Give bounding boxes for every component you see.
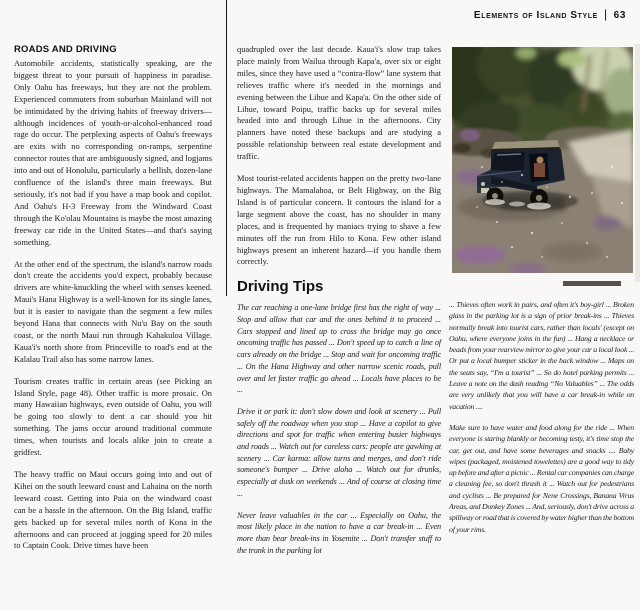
section-heading-driving-tips: Driving Tips [237,278,324,296]
section-heading-roads-and-driving: ROADS AND DRIVING [14,44,117,55]
paragraph-col2-1: quadrupled over the last decade. Kaua'i's slow trap takes place mainly from Wailua through Kapa'a, over six or eight miles, since they have used a “contra-flow” lane system that relieves traffic where it's needed in the mornings and evening between the Lihue and Kapa'a. On the other side of Lihue, toward Poipu, traffic backs up for several miles headed into and through Lihue in the afternoons. City planners have noted these backups and are studying a possible relationship between real estate development and traffic. [237,45,441,162]
jeep-stream-photo [452,47,633,273]
paragraph-col3-2: Make sure to have water and food along for the ride ... When everyone is staring blankly or becoming testy, it's time stop the car, get out, and have some beverages and snacks .... Baby wipes (packaged, moistened towelettes) are a good way to tidy up before and after a picnic ... Rental car companies can charge a cleaning fee, so don't thrash it ... Watch out for pedestrians and cyclists ... Be prepared for Nene Crossings, Banana Virus Areas, and Donkey Zones ... And, seriously, don't drive across a spillway or road that is covered by water higher than the bottom of your rims. [449,422,634,534]
paragraph-col1-3: Tourism creates traffic in certain areas (see Picking an Island Style, page 48). Other traffic is more prosaic. On many Hawaiian highways, even outside of Oahu, you will be going too slowly to dent a car should you hit something. The jams occur around traditional commute times, when tourists and locals alike join to create a gridfest. [14,376,212,458]
paragraph-col2-tips-3: Never leave valuables in the car ... Especially on Oahu, the most likely place in the nation to have a car break-in ... Even more than bear break-ins in Yosemite ... Don't transfer stuff to the trunk in the parking lot [237,510,441,555]
paragraph-col2-2: Most tourist-related accidents happen on the pretty two-lane highways. The Mamalahoa, or Belt Highway, on the Big Island is of particular concern. It contours the island for a large segment above the coast, has no shoulder in many places, and is frequented by maniacs trying to shave a few minutes off the run from Hilo to Kona. Few other island highways present an inherent hazard—if you handle them correctly. [237,174,441,267]
column-2 [237,44,441,566]
header-divider: | [603,7,608,21]
page-header [474,8,626,22]
column-divider-rule [226,0,227,296]
paragraph-col3-1: ... Thieves often work in pairs, and often it's boy-girl ... Broken glass in the parking lot is a sign of prior break-ins ... Thieves normally break into tourist cars, rather than locals' (except on Oahu, where everyone joins in the fun) ... Hang a necklace or beads from your rearview mirror to give your car a local look ... Or put a local bumper sticker in the back window ... Maps on the seats say, “I'm a tourist” ... So do hotel parking permits ... Leave a note on the dash reading “No Valuables” ... The odds are very unlikely that you will have a car break-in while on vacation .... [449,300,634,411]
photo-credit-bar [563,281,621,286]
page-number: 63 [613,9,626,21]
column-1 [14,44,212,562]
running-head-title: Elements of Island Style [473,9,598,21]
paragraph-col1-4: The heavy traffic on Maui occurs going into and out of Kihei on the south leeward coast and Lahaina on the north leeward coast. Getting into Paia on the windward coast can be a hassle in the afternoon. On the Big Island, traffic gets backed up for several miles north of Kona in the afternoons and can proceed at jogging speed for 20 miles to Captain Cook. Drive times have been [14,470,212,551]
paragraph-col1-2: At the other end of the spectrum, the island's narrow roads don't create the accidents you'd expect, probably because drivers are white-knuckling the wheel with senses keened. Maui's Hana Highway is a well-known for its single lanes, but it is easier to navigate than the segment a few miles beyond Hana that connects with Nu'u Bay on the south coast, or the north Maui run through Kahakuloa Village. Kaua'i's north shore from Princeville to road's end at the Kalalau Trail also has some narrow lanes. [14,259,212,364]
paragraph-col1-1: Automobile accidents, statistically speaking, are the biggest threat to your pursuit of happiness in paradise. Only Oahu has freeways, but they are not the problem. Experienced commuters from suburban Mainland will not be intimidated by the driving habits of freeway drivers—although incidences of youth-or-alcohol-enhanced road rage do occur. The perplexing aspects of Oahu's freeways are exits with no corresponding on-ramps, serpentine connector routes that are ambiguously signed, and logjams into and out of Honolulu, particularly a hellish, dozen-lane confluence of the island's three main freeways. But seriously, it's not bad if you have a map book and copilot. And Oahu's H-3 Freeway from the Windward Coast through the Ko'olau Mountains is maybe the most amazing freeway car ride in the United States—and that's saying something. [14,59,212,247]
paragraph-col2-tips-2: Drive it or park it: don't slow down and look at scenery ... Pull safely off the roadway when you stop ... Have a copilot to give directions and spot for traffic when entering busier highways and roads ... Watch out for careless cars: people are gawking at scenery ... Car karma: allow turns and merges, and don't ride someone's bumper ... Drive aloha ... Watch out for drunks, especially at dusk on weekends ... And of course at closing time ... [237,406,441,498]
photo-illustration [452,47,633,273]
paragraph-col2-tips-1: The car reaching a one-lane bridge first has the right of way ... Stop and allow that car and the ones behind it to proceed ... Cars stopped and lined up to cross the bridge may go once oncoming traffic has passed ... Don't speed up to catch a line of cars already on the bridge ... Stop and wait for oncoming traffic ... On the Hana Highway and other narrow scenic roads, pull over and let faster traffic go ahead ... Locals have places to be ... [237,303,441,395]
scanned-page-edge [635,44,640,282]
column-3 [449,299,634,545]
